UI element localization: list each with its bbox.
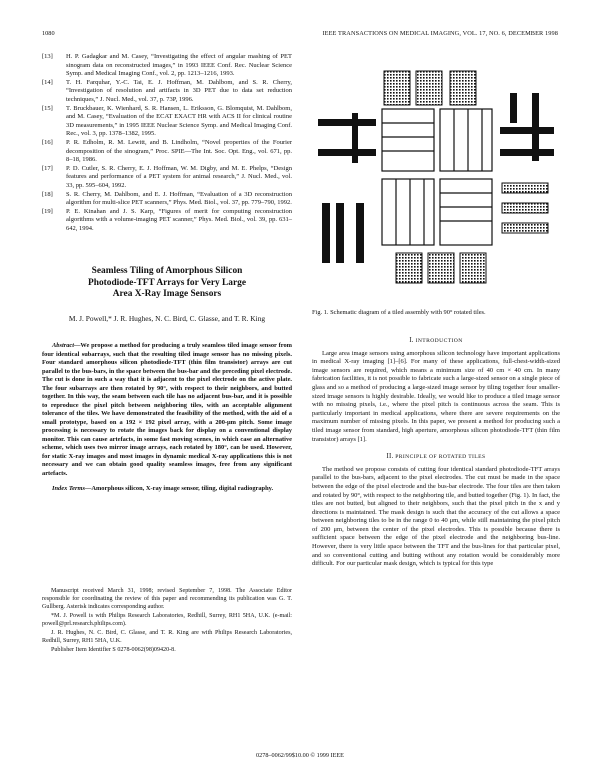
tile-bottom-right <box>440 179 492 245</box>
tiled-assembly-diagram <box>312 53 560 303</box>
journal-title: IEEE TRANSACTIONS ON MEDICAL IMAGING, VOL. 17, NO. 6, DECEMBER 1998 <box>322 30 558 37</box>
reference-item: [13] H. P. Gadagkar and M. Casey, “Investigating the effect of angular mashing of PET sinogram data on reconstructed images,” in 1993 IEEE Conf. Rec. Nuclear Science Symp. and Medical Imaging Conf., vol. 2, pp. 1213–1216, 1993. <box>42 53 292 78</box>
section-heading-introduction: I. INTRODUCTION <box>409 337 463 344</box>
footnote: Publisher Item Identifier S 0278-0062(98)09420-8. <box>51 647 176 653</box>
figure-caption: Fig. 1. Schematic diagram of a tiled assembly with 90° rotated tiles. <box>312 309 486 316</box>
reference-item: [15] T. Bruckbauer, K. Wienhard, S. R. Hansen, L. Eriksson, G. Blomquist, M. Dahlbom, and M. Casey, “Evaluation of the ECAT EXACT HR with ACS II for clinical routine 3D measurements,” in 1995 IEEE Nuclear Science Symp. and Medical Imaging Conf. Rec., vol. 3, pp. 1378–1382, 1995. <box>42 104 292 138</box>
reference-item: [14] T. H. Farquhar, Y.-C. Tai, E. J. Hoffman, M. Dahlbom, and S. R. Cherry, “Investigation of resolution and artifacts in 3D PET due to data set reduction techniques,” J. Nucl. Med., vol. 37, p. 73P, 1996. <box>42 78 292 103</box>
footnote: *M. J. Powell is with Philips Research Laboratories, Redhill, Surrey, RH1 5HA, U.K. (e-mail: powell@prl.research.philips.com). <box>42 613 292 627</box>
author-list: M. J. Powell,* J. R. Hughes, N. C. Bird, C. Glasse, and T. R. King <box>68 313 266 323</box>
tile-top-left <box>382 109 434 171</box>
tile-top-right <box>440 109 492 171</box>
copyright-line: 0278–0062/99$10.00 © 1999 IEEE <box>256 752 344 759</box>
connectors-right-hatched <box>502 183 548 233</box>
reference-item: [18] S. R. Cherry, M. Dahlbom, and E. J. Hoffman, “Evaluation of a 3D reconstruction algorithm for multi-slice PET scanners,” Phys. Med. Biol., vol. 37, pp. 779–790, 1992. <box>42 190 292 207</box>
reference-item: [16] P. R. Edholm, R. M. Lewitt, and B. Lindholm, “Novel properties of the Fourier decomposition of the sinogram,” Proc. SPIE—The Int. Soc. Opt. Eng., vol. 671, pp. 8–18, 1986. <box>42 138 292 164</box>
tiled-assembly-figure <box>312 53 560 303</box>
footnote: Manuscript received March 31, 1998; revised September 7, 1998. The Associate Editor responsible for coordinating the review of this paper and recommending its publication was G. T. Gullberg. Asterisk indicates corresponding author. <box>42 588 292 610</box>
abstract: Abstract—We propose a method for producing a truly seamless tiled image sensor from four identical subarrays, such that the resulting tiled image sensor has no missing pixels. Four standard amorphous silicon photodiode-TFT (thin film transistor) arrays are cut parallel to the bus-bars, in the space between the bus-bar and the preceding pixel electrode. The cut is done in such a way that it is adjacent to the pixel electrode on the active plate. The four subarrays are then rotated by 90°, with respect to their neighbors, and butted together. In this way, the seam between each tile has no adjacent bus-bar, and it is possible to reproduce the pixel pitch between neighboring tiles, with an acceptable alignment tolerance of the tiles. We have demonstrated the feasibility of the method, with the aid of a small prototype, based on a 192 × 192 pixel array, with a 200-μm pitch. Some image processing is necessary to rotate the images back for display on a conventional display monitor. This can cause artefacts, in some fast moving scenes, in which case an alternative scheme, which uses two mirror image arrays, each rotated by 180°, can be used. However, for static X-ray images and most images in dynamic medical X-ray applications this is not necessary and we can obtain good quality seamless images, free from any significant artefacts. <box>42 342 292 477</box>
index-terms: Index Terms—Amorphous silicon, X-ray image sensor, tiling, digital radiography. <box>52 484 274 492</box>
left-column <box>42 53 292 500</box>
connectors-left <box>318 113 376 263</box>
footnote: J. R. Hughes, N. C. Bird, C. Glasse, and T. R. King are with Philips Research Laboratories, Redhill, Surrey, RH1 5HA, U.K. <box>42 630 292 644</box>
page-number: 1080 <box>42 30 55 37</box>
tile-bottom-left <box>382 179 434 245</box>
reference-list <box>42 53 292 233</box>
introduction-paragraph: Large area image sensors using amorphous silicon technology have important applications in medical X-ray imaging [1]–[6]. For many of these applications, full-chest-width-sized image sensors are required, which means a minimum size of 40 cm × 40 cm. In many fabrication facilities, it is not possible to fabricate such a large-sized sensor on a single piece of glass and so a method of producing a large-sized image sensor by tiling together four smaller-sized image sensors is highly desirable. Ideally, we would like to produce a tiled image sensor with no missing pixels, i.e., where the pixel pitch is continuous across the seam. This is particularly important in medical applications, where there are severe requirements on the maximum number of missing pixels. In this paper, we present a method for producing such a tiled image sensor from standard, high aperture, amorphous silicon photodiode-TFT (thin film transistor) arrays [1]. <box>312 349 560 443</box>
reference-item: [17] P. D. Cutler, S. R. Cherry, E. J. Hoffman, W. M. Digby, and M. E. Phelps, “Design features and performance of a PET system for animal research,” J. Nucl. Med., vol. 33, pp. 595–604, 1992. <box>42 164 292 189</box>
reference-item: [19] P. E. Kinahan and J. S. Karp, “Figures of merit for computing reconstruction algorithms with a volume-imaging PET scanner,” Phys. Med. Biol., vol. 39, pp. 631–642, 1994. <box>42 207 292 232</box>
running-header <box>42 30 558 40</box>
connectors-right <box>500 93 554 161</box>
rotated-tiles-paragraph: The method we propose consists of cutting four identical standard photodiode-TFT arrays parallel to the bus-bars, adjacent to the pixel electrodes. The cut must be made in the space between the edge of the pixel electrode and the bus-bar electrode. The four tiles are then taken and rotated by 90°, with respect to the neighboring tile, and butted together (Fig. 1). In fact, the tiles are not butted, but aligned to their neighbors, such that the pixel pitch in the x and y directions is maintained. The mask design is such that the accuracy of the cut allows a space between neighboring tiles to be in the range 0 to 40 μm, while still maintaining the pixel pitch of 200 μm, between the center of the pixel electrodes. This is possible because there is sufficient space between the edge of the pixel electrode and the neighboring bus-line. However, there is very little space between the TFT and the bus-lines for that particular pixel, and so conventional cutting and butting without any rotation would be considerably more difficult. For our particular mask design, which is typical for this type <box>312 465 560 568</box>
paper-title: Seamless Tiling of Amorphous Silicon Photodiode-TFT Arrays for Very Large Area X-Ray Image Sensors <box>88 266 246 300</box>
pad-array-bottom <box>396 253 486 283</box>
footnotes <box>42 587 292 655</box>
right-column-text <box>312 337 560 569</box>
section-heading-rotated-tiles: II. PRINCIPLE OF ROTATED TILES <box>386 453 486 461</box>
pad-array-top <box>384 71 476 105</box>
